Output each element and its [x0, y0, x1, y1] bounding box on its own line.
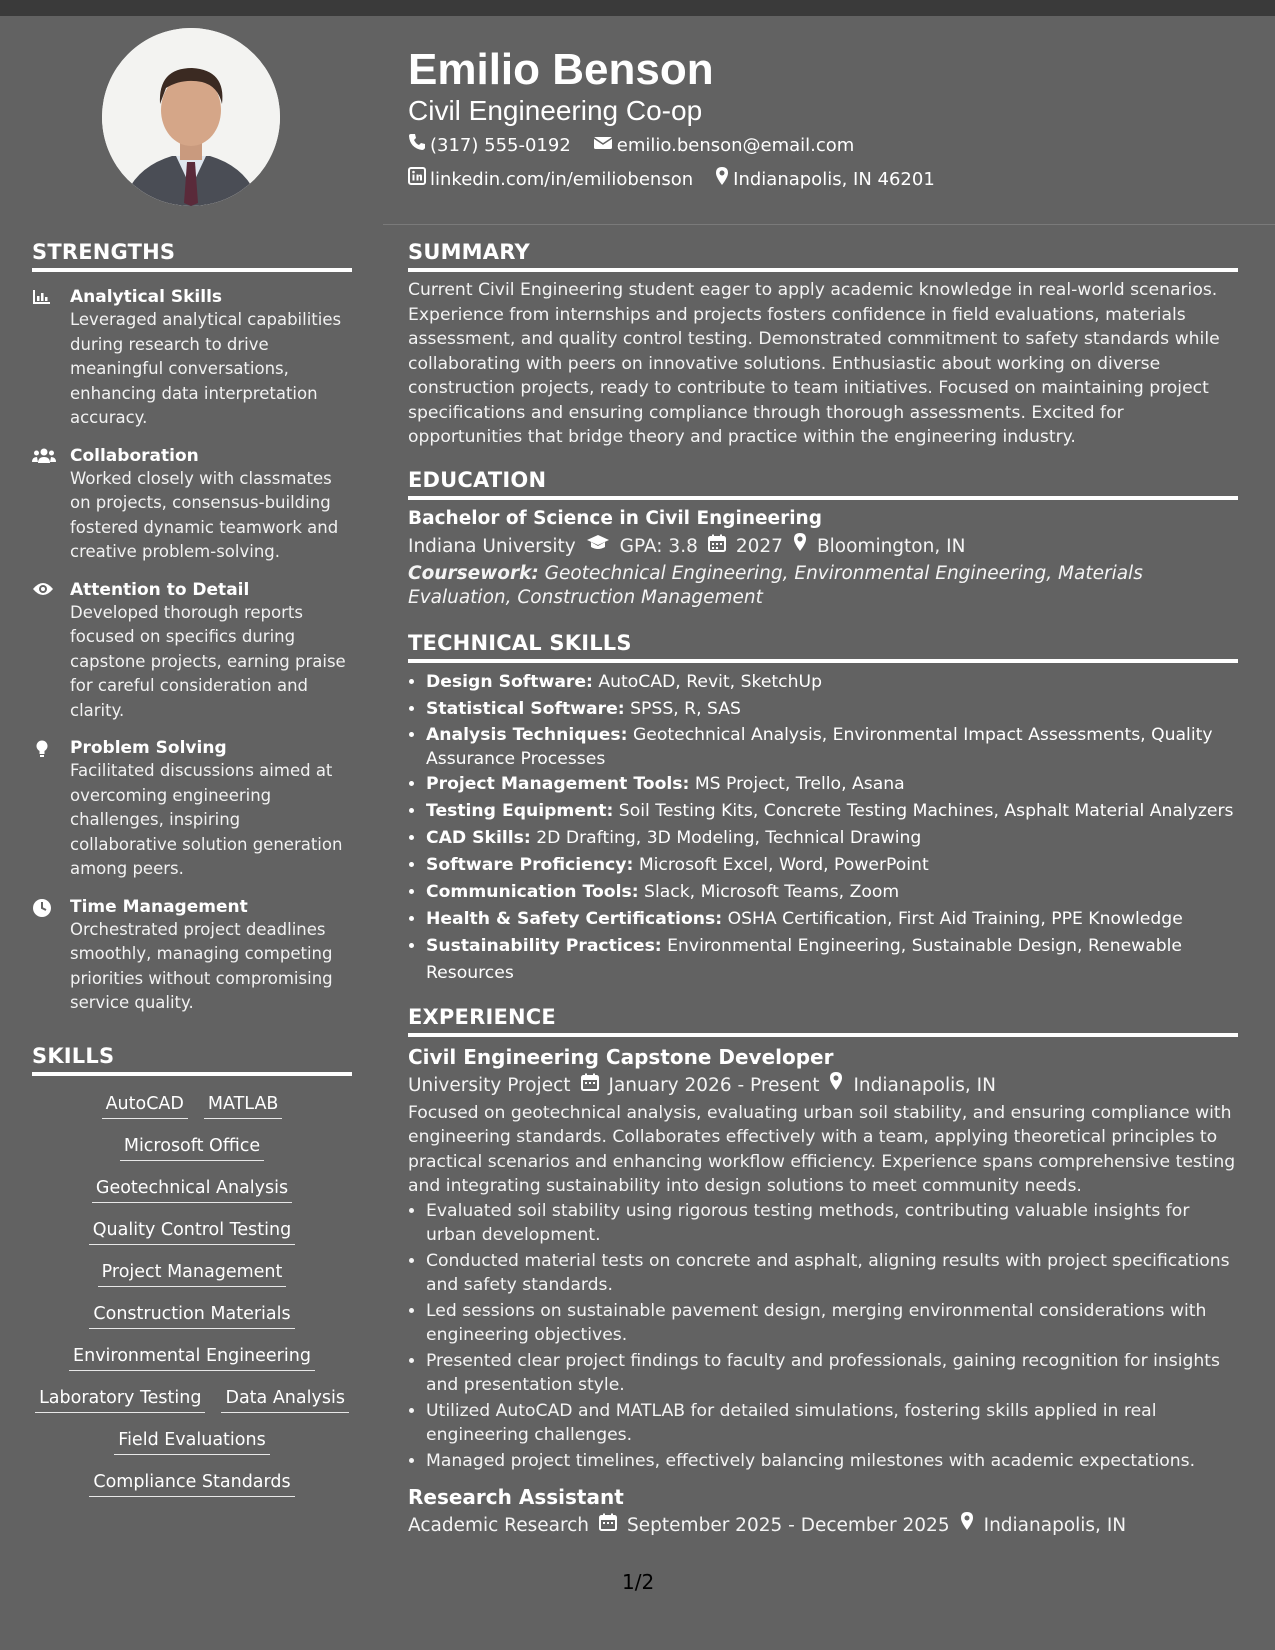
- job-org: Academic Research: [408, 1515, 590, 1536]
- list-item: • Testing Equipment: Soil Testing Kits, Concrete Testing Machines, Asphalt Material Analyzers: [426, 798, 1238, 825]
- summary-heading: SUMMARY: [408, 240, 1238, 272]
- list-item: • Managed project timelines, effectively balancing milestones with academic expectations.: [426, 1449, 1238, 1474]
- strength-title: Analytical Skills: [70, 287, 223, 307]
- calendar-icon: [581, 1071, 599, 1101]
- strengths-heading: STRENGTHS: [32, 240, 352, 272]
- list-item: • Presented clear project findings to faculty and professionals, gaining recognition for insights and presentation style.: [426, 1349, 1238, 1398]
- skill-chip: MATLAB: [204, 1092, 283, 1119]
- list-item: • Communication Tools: Slack, Microsoft Teams, Zoom: [426, 879, 1238, 906]
- strength-item: [32, 445, 352, 565]
- phone-icon: [408, 133, 426, 158]
- list-item: • Sustainability Practices: Environmental Engineering, Sustainable Design, Renewable Resources: [426, 933, 1238, 987]
- skill-chip: Environmental Engineering: [69, 1344, 315, 1371]
- header-location: Indianapolis, IN 46201: [733, 168, 935, 190]
- education-heading: EDUCATION: [408, 468, 1238, 500]
- skill-chip: Data Analysis: [221, 1386, 348, 1413]
- job-meta: [408, 1511, 1238, 1541]
- calendar-icon: [708, 532, 726, 562]
- strength-item: [32, 579, 352, 724]
- skills-heading: SKILLS: [32, 1044, 352, 1076]
- profile-photo: [102, 28, 280, 206]
- job-org: University Project: [408, 1074, 571, 1096]
- strength-title: Time Management: [70, 896, 248, 917]
- graduation-year: 2027: [735, 535, 783, 557]
- summary-text: Current Civil Engineering student eager to apply academic knowledge in real-world scenarios. Experience from internships and projects fosters confidence in field evaluations, materials assessment, and quality control testing. Demonstrated commitment to safety standards while collaborating with peers on innovative solutions. Enthusiastic about working on diverse construction projects, ready to contribute to team initiatives. Focused on maintaining project specifications and ensuring compliance through thorough assessments. Excited for opportunities that bridge theory and practice within the engineering industry.: [408, 280, 1220, 447]
- skills-list: [32, 1092, 352, 1497]
- right-column: [408, 240, 1238, 1551]
- list-item: • Statistical Software: SPSS, R, SAS: [426, 696, 1238, 723]
- users-icon: [32, 447, 54, 467]
- strength-title: Collaboration: [70, 445, 199, 466]
- phone-number: (317) 555-0192: [430, 134, 571, 156]
- job-location: Indianapolis, IN: [853, 1074, 996, 1096]
- job-meta: [408, 1071, 1238, 1101]
- candidate-name: Emilio Benson: [408, 45, 714, 94]
- header-divider: [383, 224, 1275, 225]
- technical-skills-section: [408, 631, 1238, 987]
- strength-desc: Facilitated discussions aimed at overcoming engineering challenges, inspiring collaborative solution generation among peers.: [70, 761, 343, 878]
- contact-row: [408, 133, 868, 158]
- job-title: Research Assistant: [408, 1485, 624, 1509]
- experience-heading: EXPERIENCE: [408, 1005, 1238, 1037]
- skill-chip: Compliance Standards: [89, 1470, 294, 1497]
- degree-title: Bachelor of Science in Civil Engineering: [408, 507, 822, 529]
- list-item: • Design Software: AutoCAD, Revit, SketchUp: [426, 669, 1238, 696]
- skill-chip: Project Management: [98, 1260, 287, 1287]
- list-item: • Conducted material tests on concrete and asphalt, aligning results with project specifications and safety standards.: [426, 1249, 1238, 1298]
- coursework-label: Coursework:: [408, 562, 539, 584]
- list-item: • Health & Safety Certifications: OSHA Certification, First Aid Training, PPE Knowledge: [426, 906, 1238, 933]
- strength-item: [32, 286, 352, 431]
- list-item: • Software Proficiency: Microsoft Excel, Word, PowerPoint: [426, 852, 1238, 879]
- location-pin-icon: [829, 1071, 843, 1101]
- job-bullets: [408, 1199, 1238, 1474]
- strength-title: Problem Solving: [70, 738, 227, 758]
- email-link[interactable]: emilio.benson@email.com: [616, 134, 855, 156]
- lightbulb-icon: [32, 739, 54, 759]
- graduation-cap-icon: [586, 532, 610, 562]
- strength-desc: Orchestrated project deadlines smoothly, managing competing priorities without compromising service quality.: [70, 919, 333, 1012]
- job-location: Indianapolis, IN: [983, 1515, 1127, 1536]
- list-item: • Utilized AutoCAD and MATLAB for detailed simulations, fostering skills applied in real engineering challenges.: [426, 1399, 1238, 1448]
- strength-desc: Leveraged analytical capabilities during research to drive meaningful conversations, enhancing data interpretation accuracy.: [70, 310, 342, 427]
- list-item: • Analysis Techniques: Geotechnical Analysis, Environmental Impact Assessments, Quality Assurance Processes: [426, 723, 1238, 771]
- strength-desc: Worked closely with classmates on projects, consensus-building fostered dynamic teamwork and creative problem-solving.: [70, 468, 339, 561]
- school-location: Bloomington, IN: [816, 535, 966, 557]
- skill-chip: Quality Control Testing: [89, 1218, 295, 1245]
- linkedin-link[interactable]: linkedin.com/in/emiliobenson: [430, 168, 694, 190]
- job-dates: January 2026 - Present: [608, 1074, 820, 1096]
- page-number: 1/2: [622, 1570, 655, 1594]
- gpa: GPA: 3.8: [619, 535, 698, 557]
- skill-chip: Microsoft Office: [120, 1134, 264, 1161]
- location-pin-icon: [715, 166, 729, 193]
- experience-section: [408, 1005, 1238, 1542]
- location-pin-icon: [793, 532, 807, 562]
- coursework: [408, 562, 1238, 611]
- job-title: Civil Engineering Capstone Developer: [408, 1044, 834, 1069]
- list-item: • Led sessions on sustainable pavement design, merging environmental considerations with engineering objectives.: [426, 1299, 1238, 1348]
- job-summary: Focused on geotechnical analysis, evaluating urban soil stability, and ensuring compliance with engineering standards. Collaborates effectively with a team, applying theoretical principles to practical scenarios and enhancing workflow efficiency. Experience spans comprehensive testing and integrating sustainability into design solutions to meet community needs.: [408, 1102, 1236, 1196]
- list-item: • CAD Skills: 2D Drafting, 3D Modeling, Technical Drawing: [426, 825, 1238, 852]
- technical-skills-list: [408, 669, 1238, 987]
- left-column: [32, 240, 352, 1512]
- education-meta: [408, 532, 1238, 562]
- strength-desc: Developed thorough reports focused on specifics during capstone projects, earning praise for careful consideration and clarity.: [70, 602, 346, 720]
- clock-icon: [32, 898, 54, 918]
- skill-chip: Construction Materials: [89, 1302, 294, 1329]
- school-name: Indiana University: [408, 535, 576, 557]
- strength-title: Attention to Detail: [70, 579, 250, 600]
- skill-chip: Geotechnical Analysis: [92, 1176, 292, 1203]
- summary-section: [408, 240, 1238, 450]
- list-item: • Evaluated soil stability using rigorous testing methods, contributing valuable insights for urban development.: [426, 1199, 1238, 1248]
- linkedin-icon: [408, 167, 426, 192]
- email-icon: [593, 134, 613, 158]
- education-section: [408, 468, 1238, 611]
- technical-skills-heading: TECHNICAL SKILLS: [408, 631, 1238, 663]
- job-dates: September 2025 - December 2025: [627, 1515, 950, 1536]
- eye-icon: [32, 581, 54, 601]
- contact-row-2: [408, 166, 949, 193]
- coursework-list: Geotechnical Engineering, Environmental Engineering, Materials Evaluation, Construction Management: [408, 562, 1143, 608]
- skill-chip: Field Evaluations: [114, 1428, 269, 1455]
- skill-chip: AutoCAD: [102, 1092, 188, 1119]
- top-bar: [0, 0, 1275, 16]
- calendar-icon: [599, 1511, 617, 1541]
- strength-item: [32, 737, 352, 882]
- list-item: • Project Management Tools: MS Project, Trello, Asana: [426, 771, 1238, 798]
- skill-chip: Laboratory Testing: [35, 1386, 205, 1413]
- bar-chart-icon: [32, 288, 54, 308]
- location-pin-icon: [960, 1511, 974, 1541]
- strength-item: [32, 896, 352, 1016]
- candidate-role: Civil Engineering Co-op: [408, 95, 703, 126]
